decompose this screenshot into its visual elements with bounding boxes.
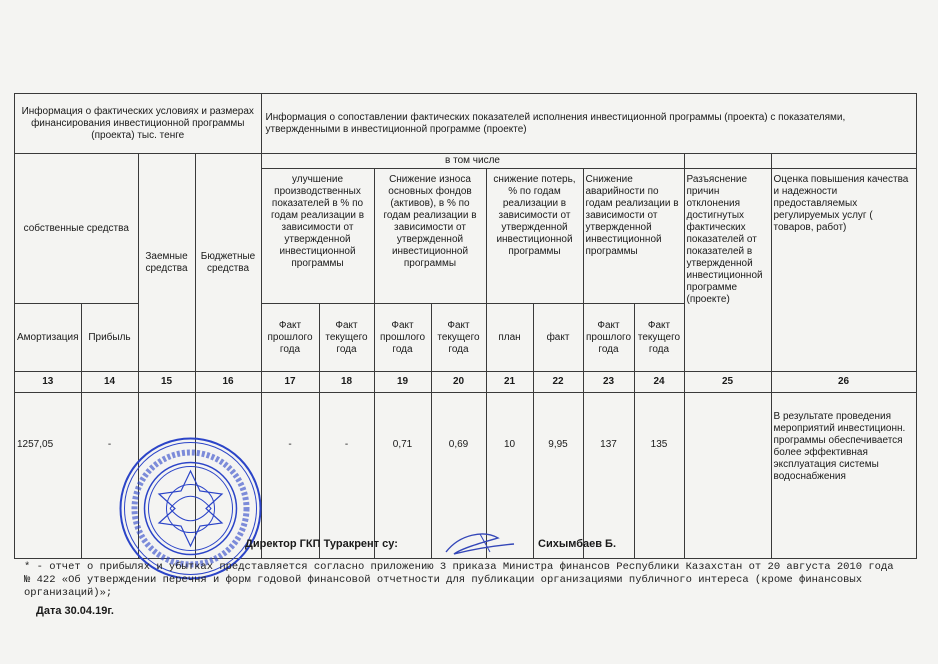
blank-cell [684, 154, 771, 169]
director-name: Сихымбаев Б. [538, 538, 617, 550]
col-number: 20 [431, 372, 486, 393]
cell-wear-prev: 0,71 [374, 393, 431, 559]
own-funds-label: собственные средства [15, 154, 139, 304]
explain-label: Разъяснение причин отклонения достигнутых фактических показателей от показателей в утвержденной инвестиционной программе (проекте) [684, 169, 771, 372]
fact-cur-label: Факт текущего года [634, 304, 684, 372]
footnote: * - отчет о прибылях и убытках представляется согласно приложению 3 приказа Министра финансов Республики Казахстан от 20 августа 2010 года № 422 «Об утверждении перечня и форм годовой финансовой отчетности для публикации организациями публичного интереса (кроме финансовых организаций)»; [24, 561, 894, 599]
col-number: 22 [533, 372, 583, 393]
group-production: улучшение производственных показателей в % по годам реализации в зависимости от утвержденной инвестиционной программы [261, 169, 374, 304]
cell-prod-prev: - [261, 393, 319, 559]
group-wear: Снижение износа основных фондов (активов), в % по годам реализации в зависимости от утвержденной инвестиционной программы [374, 169, 486, 304]
borrowed-label: Заемные средства [138, 154, 195, 372]
col-number: 17 [261, 372, 319, 393]
fact-cur-label: Факт текущего года [319, 304, 374, 372]
signature-mark [440, 528, 520, 558]
cell-profit: - [81, 393, 138, 559]
director-label: Директор ГКП Туракрент су: [245, 538, 398, 550]
col-number: 19 [374, 372, 431, 393]
col-number: 16 [195, 372, 261, 393]
plan-label: план [486, 304, 533, 372]
col-number: 26 [771, 372, 916, 393]
amort-label: Амортизация [15, 304, 82, 372]
cell-wear-cur: 0,69 [431, 393, 486, 559]
profit-label: Прибыль [81, 304, 138, 372]
fact-prev-label: Факт прошлого года [374, 304, 431, 372]
cell-amort: 1257,05 [15, 393, 82, 559]
col-number: 21 [486, 372, 533, 393]
header-right: Информация о сопоставлении фактических показателей исполнения инвестиционной программы (проекта) с показателями, утвержденными в инвестиционной программе (проекте) [261, 94, 916, 154]
group-losses: снижение потерь, % по годам реализации в зависимости от утвержденной инвестиционной программы [486, 169, 583, 304]
col-number: 13 [15, 372, 82, 393]
column-numbers-row [15, 372, 917, 393]
col-number: 14 [81, 372, 138, 393]
fact-label: факт [533, 304, 583, 372]
col-number: 15 [138, 372, 195, 393]
header-left: Информация о фактических условиях и размерах финансирования инвестиционной программы (проекта) тыс. тенге [15, 94, 262, 154]
cell-prod-cur: - [319, 393, 374, 559]
col-number: 25 [684, 372, 771, 393]
cell-acc-cur: 135 [634, 393, 684, 559]
cell-loss-plan: 10 [486, 393, 533, 559]
col-number: 24 [634, 372, 684, 393]
cell-quality: В результате проведения мероприятий инвестиционн. программы обеспечивается более эффективная эксплуатация системы водоснабжения [771, 393, 916, 559]
incl-label: в том числе [261, 154, 684, 169]
blank-cell [771, 154, 916, 169]
col-number: 18 [319, 372, 374, 393]
fact-prev-label: Факт прошлого года [261, 304, 319, 372]
document-date: Дата 30.04.19г. [36, 605, 114, 617]
group-accidents: Снижение аварийности по годам реализации в зависимости от утвержденной инвестиционной программы [583, 169, 684, 304]
fact-cur-label: Факт текущего года [431, 304, 486, 372]
budget-label: Бюджетные средства [195, 154, 261, 372]
fact-prev-label: Факт прошлого года [583, 304, 634, 372]
quality-label: Оценка повышения качества и надежности предоставляемых регулируемых услуг ( товаров, работ) [771, 169, 916, 372]
cell-acc-prev: 137 [583, 393, 634, 559]
organization-stamp [118, 436, 263, 581]
cell-loss-fact: 9,95 [533, 393, 583, 559]
cell-explain [684, 393, 771, 559]
col-number: 23 [583, 372, 634, 393]
